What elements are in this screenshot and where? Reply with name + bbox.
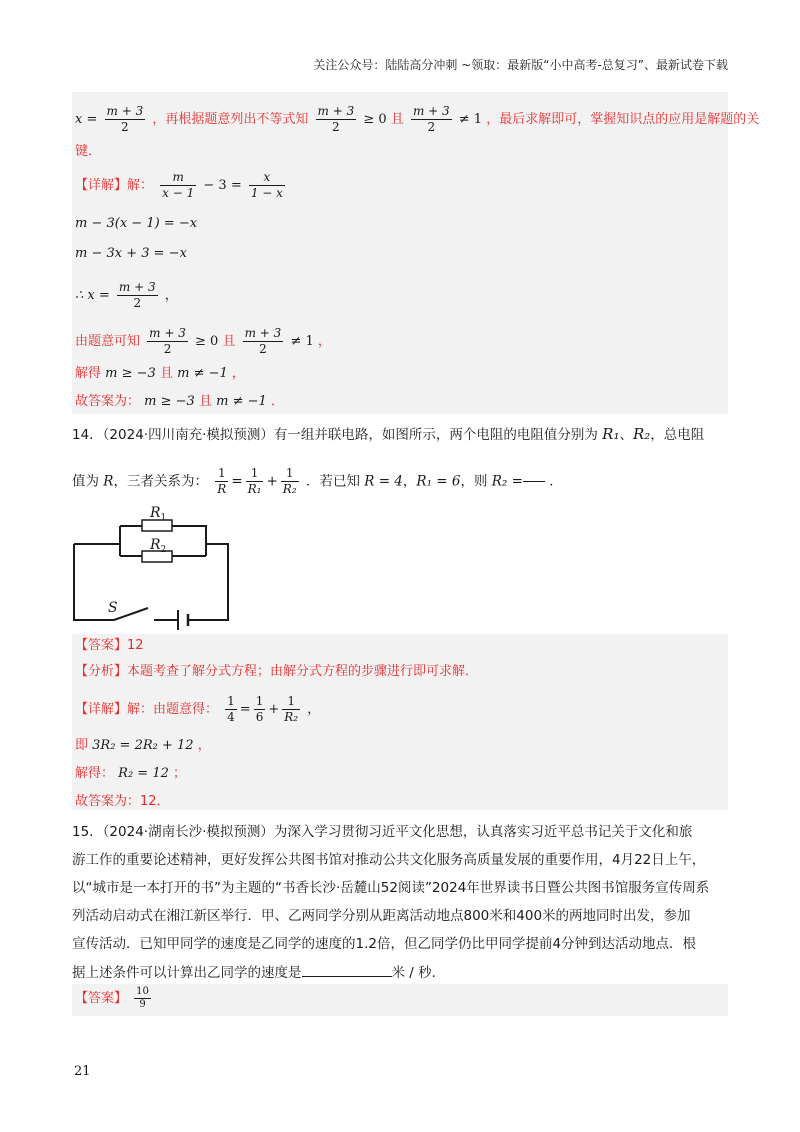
fraction: $\frac{m + 3}{2}$ [244, 326, 282, 356]
fraction: $\frac{1}{6}$ [255, 694, 264, 724]
fraction: $\frac{m + 3}{2}$ [149, 326, 186, 356]
q13-step2: m − 3x + 3 = −x [75, 246, 187, 261]
resistor-r1 [142, 520, 172, 531]
q15-line3: 以“城市是一本打开的书”为主题的“书香长沙·岳麓山52阅读”2024年世界读书日暨公共图书馆服务宣传周系 [72, 880, 710, 896]
fraction: $\frac{10}{9}$ [136, 986, 149, 1010]
page-header: 关注公众号：陆陆高分冲刺 ~领取：最新版“小中高考-总复习”、最新试卷下载 [313, 58, 728, 72]
fraction: $\frac{1}{4}$ [227, 694, 235, 724]
answer-blank [302, 962, 392, 977]
q13-step1: m − 3(x − 1) = −x [75, 216, 198, 231]
q14-answer: 【答案】12 [75, 638, 144, 653]
q13-line2: 键． [75, 144, 102, 159]
q13-solve: 解得 m ≥ −3 且 m ≠ −1 ， [75, 366, 245, 381]
q13-line1: x = $\frac{m + 3}{2}$ ，再根据题意列出不等式知 $\frac{m + 3}{2}$ ≥ 0 且 $\frac{m + 3}{2}$ ≠ 1 ，最后求解即可，掌握知识点的应用是解题的关 [75, 104, 760, 134]
q13-detail: 【详解】解： $\frac{m}{x - 1}$ − 3 = $\frac{x}{1 - x}$ [75, 170, 283, 200]
fraction: $\frac{x}{1 - x}$ [250, 170, 283, 200]
q13-step3: ∴ x = $\frac{m + 3}{2}$ ， [75, 280, 178, 310]
fraction: $\frac{1}{\text{R₂}}$ [284, 694, 299, 724]
parallel-circuit-diagram [66, 504, 246, 634]
page-number: 21 [74, 1064, 91, 1079]
q13-step4: 由题意可知 $\frac{m + 3}{2}$ ≥ 0 且 $\frac{m + 3}{2}$ ≠ 1 ， [75, 326, 331, 356]
fraction: $\frac{m + 3}{2}$ [412, 104, 450, 134]
q14-step1: 即 3R₂ = 2R₂ + 12 ， [75, 738, 211, 753]
q14-step2: 解得： R₂ = 12 ； [75, 766, 187, 781]
fraction: $\frac{m + 3}{2}$ [118, 280, 156, 310]
fraction: $\frac{m}{x - 1}$ [162, 170, 195, 200]
q14-line2: 值为 R，三者关系为： $\frac{1}{R}$ = $\frac{1}{\text{R₁}}$ + $\frac{1}{\text{R₂}}$ ．若已知 R = 4，R₁ = 6，则 R₂ = ． [72, 466, 563, 496]
q15-answer: 【答案】 $\frac{10}{9}$ [75, 986, 149, 1010]
q14-final: 故答案为：12． [75, 794, 170, 809]
q14-detail: 【详解】解：由题意得： $\frac{1}{4}$ = $\frac{1}{6}$ + $\frac{1}{\text{R₂}}$ ， [75, 694, 321, 724]
q15-line2: 游工作的重要论述精神，更好发挥公共图书馆对推动公共文化服务高质量发展的重要作用，4月22日上午， [72, 852, 706, 868]
label-r2: $R_2$ [150, 537, 167, 555]
q13-answer: 故答案为： m ≥ −3 且 m ≠ −1 ． [75, 394, 284, 409]
fraction: $\frac{m + 3}{2}$ [317, 104, 355, 134]
q15-line4: 列活动启动式在湘江新区举行．甲、乙两同学分别从距离活动地点800米和400米的两地同时出发，参加 [72, 908, 691, 924]
label-switch: S [108, 600, 118, 616]
fraction: $\frac{1}{R}$ [217, 466, 227, 496]
q15-line1: 15．（2024·湖南长沙·模拟预测）为深入学习贯彻习近平文化思想，认真落实习近平总书记关于文化和旅 [72, 824, 693, 840]
q15-line6: 据上述条件可以计算出乙同学的速度是 米 / 秒． [72, 962, 445, 983]
fraction: $\frac{1}{\text{R₂}}$ [282, 466, 297, 496]
q15-solution-box [72, 984, 728, 1016]
q14-analysis: 【分析】本题考查了解分式方程；由解分式方程的步骤进行即可求解． [75, 664, 479, 679]
label-r1: $R_1$ [150, 505, 167, 523]
q14-line1: 14．（2024·四川南充·模拟预测）有一组并联电路，如图所示，两个电阻的电阻值分别为 R₁、R₂，总电阻 [72, 425, 705, 443]
fraction: $\frac{1}{\text{R₁}}$ [247, 466, 262, 496]
switch-lever [114, 608, 148, 620]
fraction: $\frac{m + 3}{2}$ [106, 104, 144, 134]
q15-line5: 宣传活动．已知甲同学的速度是乙同学的速度的1.2倍，但乙同学仍比甲同学提前4分钟到达活动地点．根 [72, 936, 697, 952]
